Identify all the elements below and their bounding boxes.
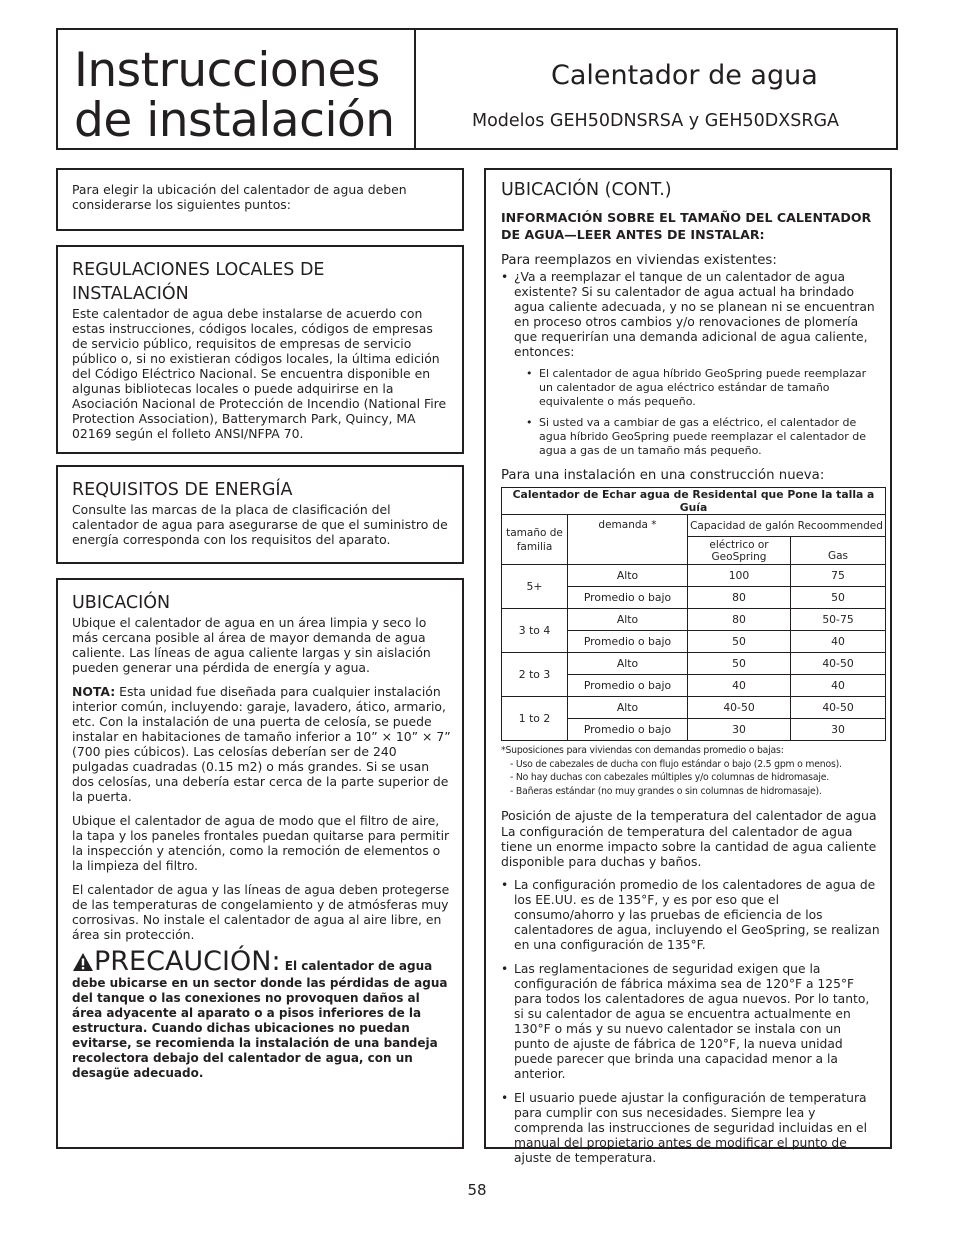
precaution-block [72,948,452,1081]
electric-cell: 40-50 [688,697,791,719]
col-header-electric: eléctrico or GeoSpring [688,537,791,565]
ubicacion-cont-section [484,168,892,1165]
reemplazos-sub-list [526,367,880,458]
list-item: • El calentador de agua híbrido GeoSpring puede reemplazar un calentador de agua eléctrico estándar de tamaño equivalente o más pequeño. [526,367,880,409]
regulaciones-section [56,245,464,454]
electric-cell: 100 [688,565,791,587]
table-caption: Calentador de Echar agua de Residental que Pone la talla a Guía [502,488,886,515]
footnote: - No hay duchas con cabezales múltiples y/o columnas de hidromasaje. [510,772,829,783]
demand-cell: Alto [568,653,688,675]
nueva-construccion-heading: Para una instalación en una construcción nueva: [501,468,825,483]
gas-cell: 40-50 [791,697,886,719]
demand-cell: Alto [568,697,688,719]
col-header-gas: Gas [791,537,886,565]
reemplazos-list [501,270,880,458]
models-subtitle: Modelos GEH50DNSRSA y GEH50DXSRGA [472,111,840,131]
gas-cell: 75 [791,565,886,587]
footnote: *Suposiciones para viviendas con demandas promedio o bajas: [501,745,784,756]
ubicacion-section [56,578,464,1149]
table-footnotes [501,744,880,798]
precaution-label: PRECAUCIÓN: [94,946,281,977]
regulaciones-heading-line-2: INSTALACIÓN [72,284,189,304]
ubicacion-cont-heading: UBICACIÓN (CONT.) [501,180,672,200]
product-title: Calentador de agua [551,60,818,91]
electric-cell: 40 [688,675,791,697]
demand-cell: Promedio o bajo [568,675,688,697]
gas-cell: 40 [791,631,886,653]
sizing-table [501,487,886,741]
requisitos-body: Consulte las marcas de la placa de clasificación del calentador de agua para asegurarse de que el suministro de energía corresponda con los requisitos del aparato. [72,502,448,547]
demand-cell: Alto [568,609,688,631]
ubicacion-paragraph-1: Ubique el calentador de agua en un área limpia y seco lo más cercana posible al área de mayor demanda de agua caliente. Las líneas de agua caliente largas y sin aislación pueden generar una pérdida de energía y agua. [72,615,431,675]
temperature-setting-list [501,878,880,1166]
electric-cell: 30 [688,719,791,741]
table-row [502,609,886,631]
page-title [74,43,395,148]
footnote: - Bañeras estándar (no muy grandes o sin columnas de hidromasaje). [510,785,822,797]
family-cell: 3 to 4 [502,609,568,653]
demand-cell: Alto [568,565,688,587]
col-header-demand: demanda * [568,515,688,565]
precaution-text: El calentador de agua debe ubicarse en un sector donde las pérdidas de agua del tanque o las conexiones no provoquen daños al área adyacente al aparato o a pisos inferiores de la estructura. Cuando dichas ubicaciones no puedan evitarse, se recomienda la instalación de una bandeja recolectora debajo del calentador de agua, con un desagüe adecuado. [72,959,448,1080]
list-item: • Si usted va a cambiar de gas a eléctrico, el calentador de agua híbrido GeoSpring puede reemplazar el calentador de agua a gas de un tamaño más pequeño. [526,416,880,458]
ubicacion-heading: UBICACIÓN [72,593,171,613]
reemplazos-heading: Para reemplazos en viviendas existentes: [501,253,777,268]
page-title-line-2: de instalación [74,93,395,148]
gas-cell: 50-75 [791,609,886,631]
list-item: • El usuario puede ajustar la configuración de temperatura para cumplir con sus necesidades. Siempre lea y comprenda las instrucciones de seguridad incluidas en el manual del propietario antes de modificar el punto de ajuste de temperatura. [501,1091,880,1166]
gas-cell: 30 [791,719,886,741]
family-cell: 1 to 2 [502,697,568,741]
requisitos-section [56,465,464,564]
regulaciones-body: Este calentador de agua debe instalarse de acuerdo con estas instrucciones, códigos locales, códigos de empresas de servicio público, requisitos de empresas de servicio público o, si no existieran códigos locales, la última edición del Código Eléctrico Nacional. Se encuentra disponible en algunas bibliotecas locales o puede adquirirse en la Asociación Nacional de Protección de Incendio (National Fire Protection Association), Batterymarch Park, Quincy, MA 02169 según el folleto ANSI/NFPA 70. [72,306,447,441]
family-cell: 5+ [502,565,568,609]
reemplazos-bullet-text: ¿Va a reemplazar el tanque de un calentador de agua existente? Si su calentador de agua actual ha brindado agua caliente adecuada, y no se planean ni se encuentran en proceso otros cambios y/o renovaciones de plomería que requerirían una demanda adicional de agua caliente, entonces: [514,270,875,359]
col-header-family: tamaño de familia [502,515,568,565]
note-text: Esta unidad fue diseñada para cualquier instalación interior común, incluyendo: garaje, lavadero, ático, armario, etc. Con la instalación de una puerta de celosía, se puede instalar en habitaciones de tamaño inferior a 10” × 10” × 7” (700 pies cúbicos). Las celosías deberían ser de 240 pulgadas cuadradas (0.15 m2) o más grandes. Si se usan dos celosías, una debería estar cerca de la parte superior de la puerta. [72,684,451,804]
warning-triangle-icon [72,952,94,972]
ubicacion-paragraph-4: El calentador de agua y las líneas de agua deben protegerse de las temperaturas de congelamiento y de atmósferas muy corrosivas. No instale el calentador de agua al aire libre, en área sin protección. [72,882,450,942]
electric-cell: 80 [688,609,791,631]
note-label: NOTA: [72,684,116,699]
list-item: • Las reglamentaciones de seguridad exigen que la configuración de fábrica máxima sea de 120°F a 125°F para todos los calentadores de agua nuevos. Por lo tanto, si su calentador de agua se encuentra actualmente en 130°F o más y su nuevo calentador se instala con un punto de ajuste de fábrica de 120°F, la nueva unidad puede parecer que brinda una capacidad menor a la anterior. [501,962,880,1082]
header-title-panel [58,30,416,148]
temperature-setting-heading: Posición de ajuste de la temperatura del calentador de agua [501,808,877,823]
family-cell: 2 to 3 [502,653,568,697]
electric-cell: 50 [688,631,791,653]
list-item: • La configuración promedio de los calentadores de agua de los EE.UU. es de 135°F, y es por eso que el consumo/ahorro y las pruebas de eficiencia de los calentadores de agua, incluyendo el GeoSpring, se realizan en una configuración de 135°F. [501,878,880,953]
intro-box [56,168,464,231]
footnote: - Uso de cabezales de ducha con flujo estándar o bajo (2.5 gpm o menos). [510,758,842,770]
electric-cell: 80 [688,587,791,609]
page-number: 58 [467,1181,487,1199]
table-row [502,697,886,719]
sizing-info-heading-line-1: INFORMACIÓN SOBRE EL TAMAÑO DEL CALENTADOR [501,210,872,225]
demand-cell: Promedio o bajo [568,631,688,653]
table-row [502,565,886,587]
gas-cell: 40-50 [791,653,886,675]
regulaciones-heading [72,258,452,306]
temperature-setting-intro: La configuración de temperatura del calentador de agua tiene un enorme impacto sobre la cantidad de agua caliente disponible para duchas y baños. [501,824,877,869]
sizing-info-heading-line-2: DE AGUA—LEER ANTES DE INSTALAR: [501,227,765,242]
demand-cell: Promedio o bajo [568,587,688,609]
intro-text: Para elegir la ubicación del calentador de agua deben considerarse los siguientes puntos: [72,182,407,212]
page-title-line-1: Instrucciones [74,43,380,98]
gas-cell: 40 [791,675,886,697]
list-item [501,270,880,458]
ubicacion-paragraph-3: Ubique el calentador de agua de modo que el filtro de aire, la tapa y los paneles frontales puedan quitarse para permitir la inspección y atención, como la remoción de elementos o la limpieza del filtro. [72,813,450,873]
sizing-info-heading [501,209,880,243]
regulaciones-heading-line-1: REGULACIONES LOCALES DE [72,260,325,280]
demand-cell: Promedio o bajo [568,719,688,741]
requisitos-heading: REQUISITOS DE ENERGÍA [72,480,293,500]
table-row [502,653,886,675]
electric-cell: 50 [688,653,791,675]
col-header-capacity: Capacidad de galón Recoommended [688,515,886,537]
gas-cell: 50 [791,587,886,609]
ubicacion-note [72,684,452,804]
